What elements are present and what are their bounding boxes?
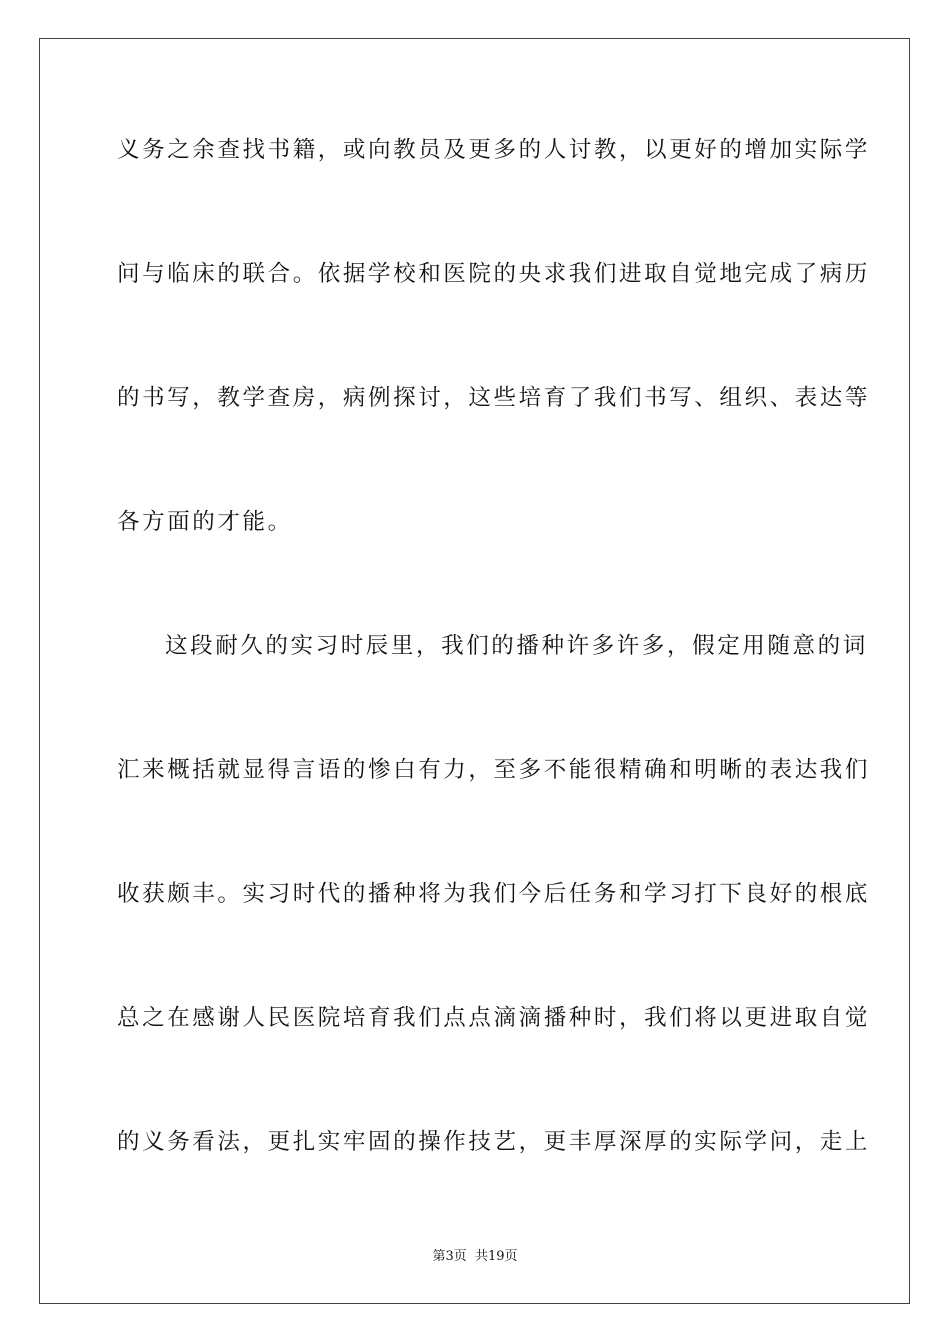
text-line: 问与临床的联合。依据学校和医院的央求我们进取自觉地完成了病历 xyxy=(117,261,871,287)
text-line: 汇来概括就显得言语的惨白有力，至多不能很精确和明晰的表达我们 xyxy=(117,757,871,783)
text-line: 的义务看法，更扎实牢固的操作技艺，更丰厚深厚的实际学问，走上 xyxy=(117,1129,871,1155)
document-body xyxy=(117,126,871,1242)
text-line: 各方面的才能。 xyxy=(117,509,293,535)
text-line: 的书写，教学查房，病例探讨，这些培育了我们书写、组织、表达等 xyxy=(117,385,871,411)
text-line: 收获颇丰。实习时代的播种将为我们今后任务和学习打下良好的根底 xyxy=(117,881,871,907)
page-number-footer: 第3页 共19页 xyxy=(432,1249,518,1264)
text-line: 总之在感谢人民医院培育我们点点滴滴播种时，我们将以更进取自觉 xyxy=(117,1005,871,1031)
paragraph-first-line: 这段耐久的实习时辰里，我们的播种许多许多，假定用随意的词 xyxy=(165,633,868,659)
text-line: 义务之余查找书籍，或向教员及更多的人讨教，以更好的增加实际学 xyxy=(117,137,871,163)
